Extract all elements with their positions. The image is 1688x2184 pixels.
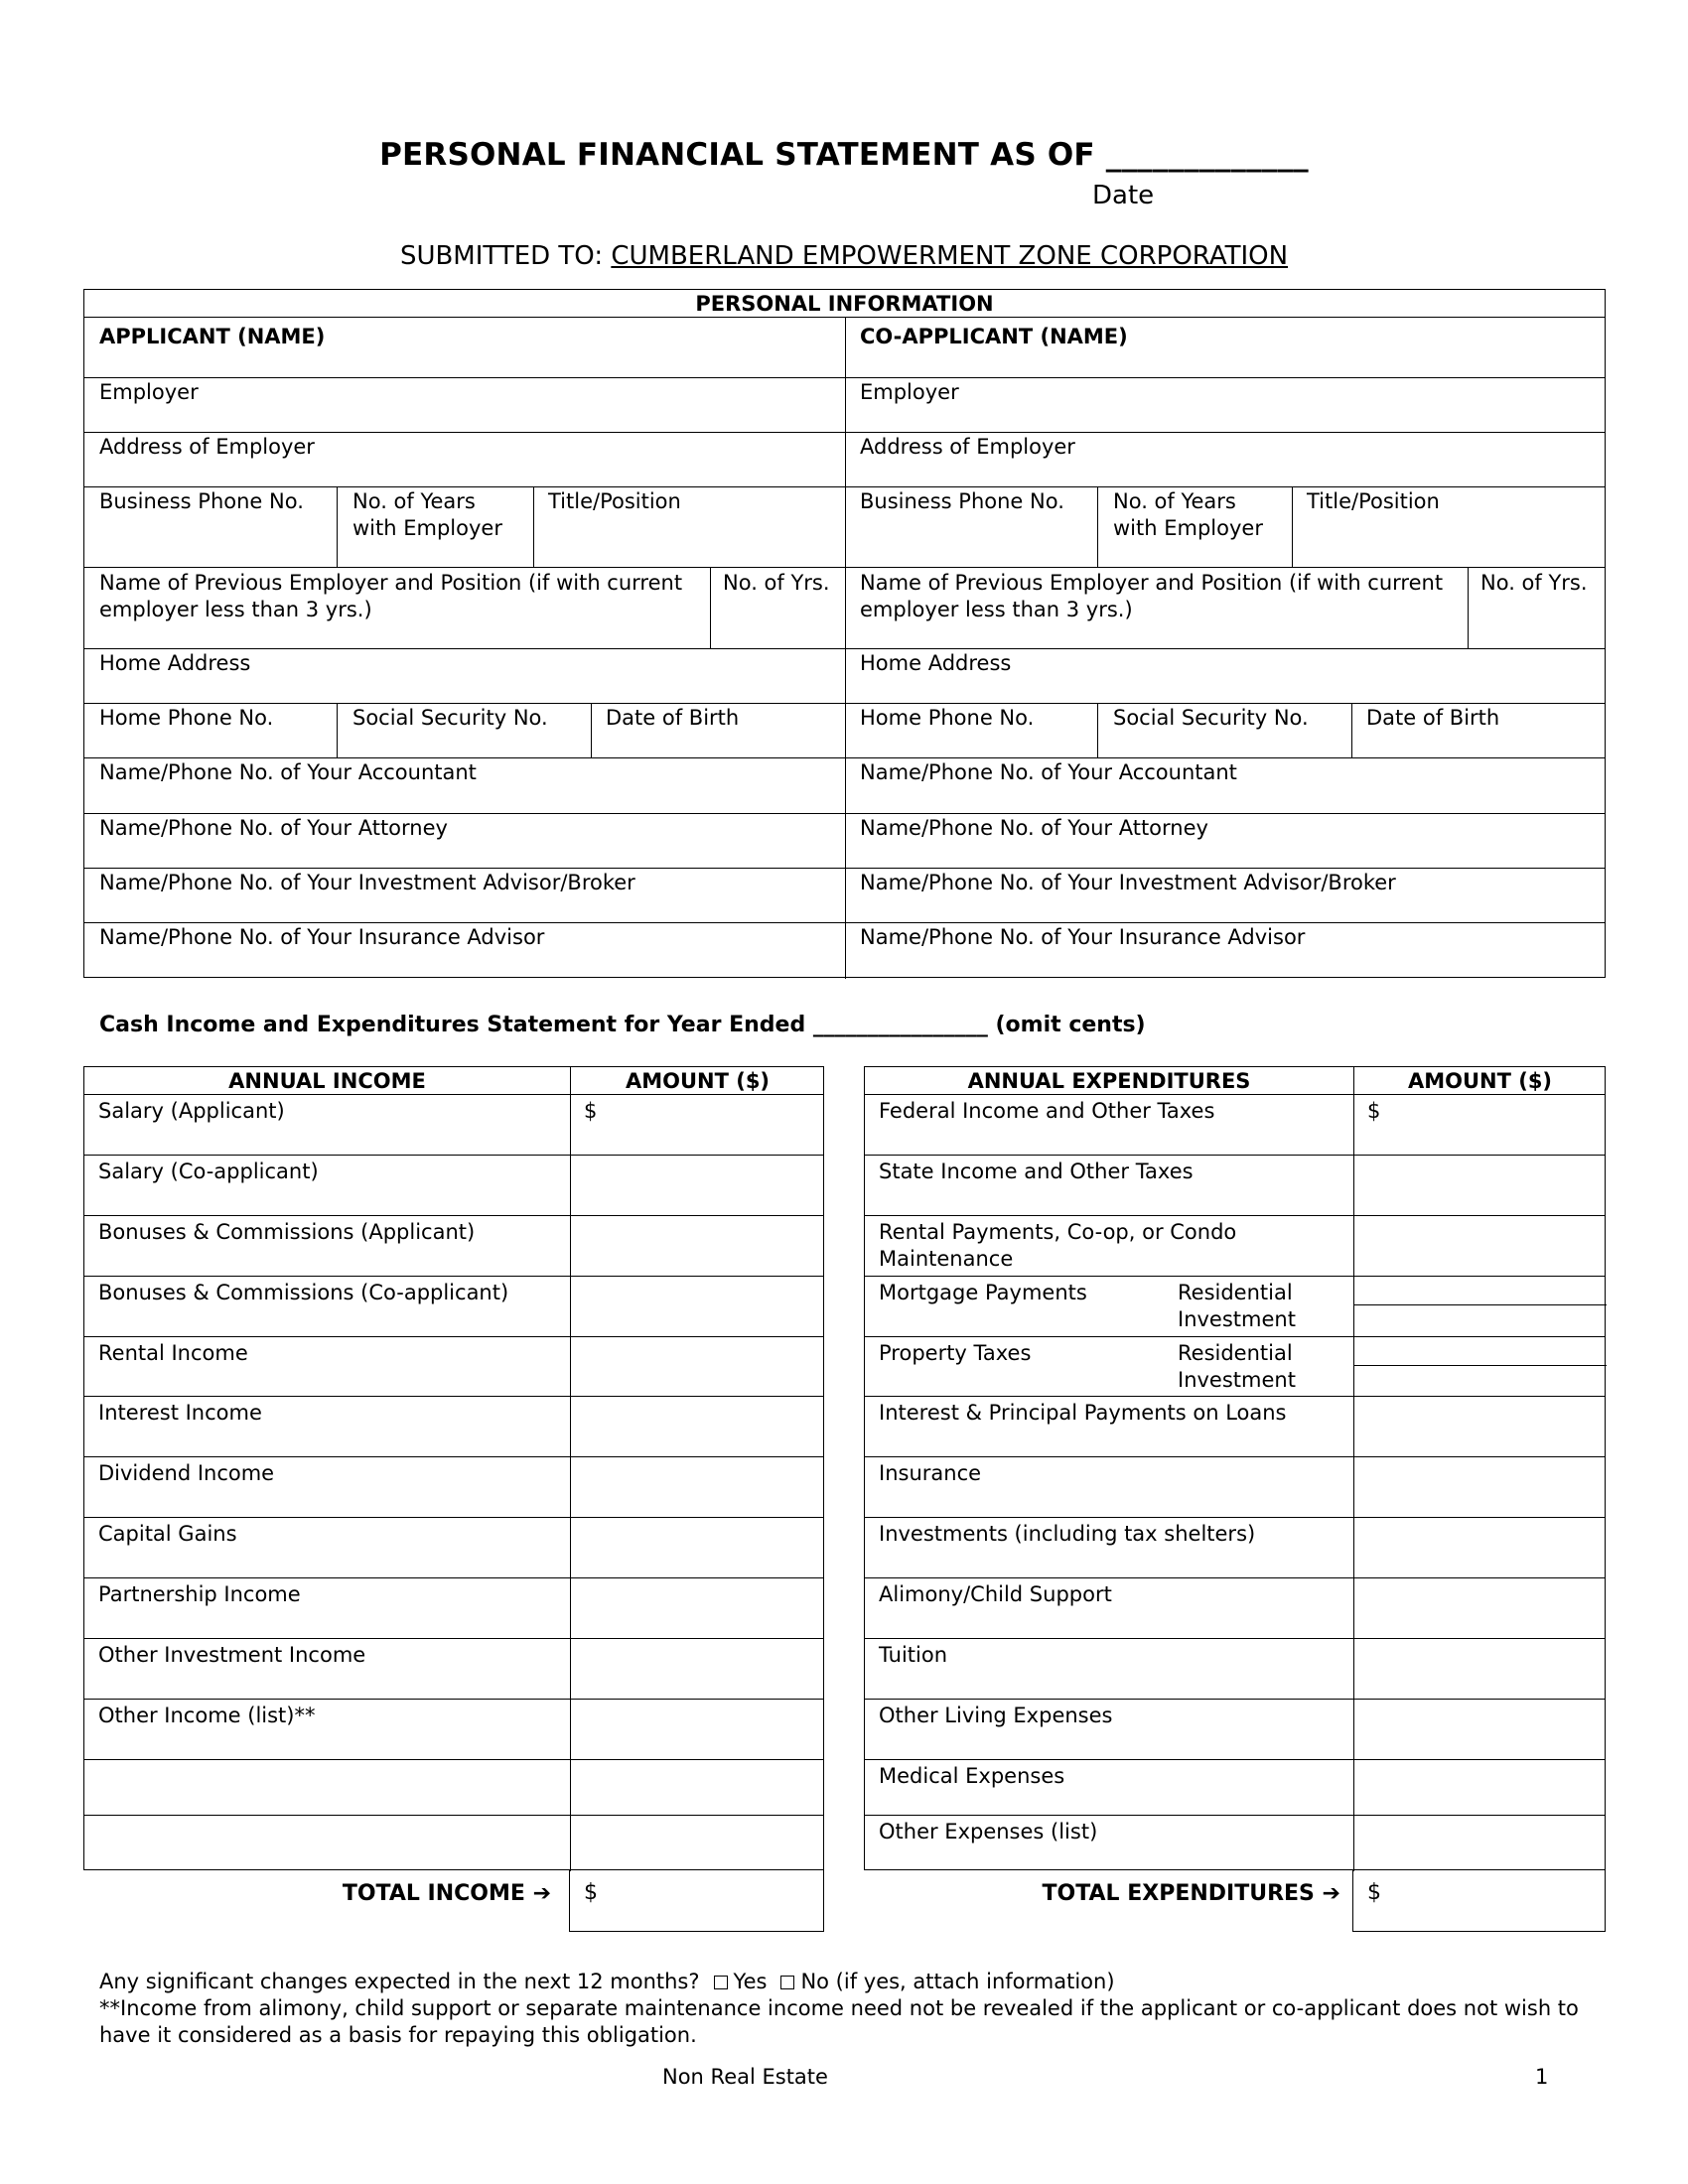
investment-sub-label: Investment: [1178, 1307, 1296, 1331]
coapplicant-previous-employer-label: Name of Previous Employer and Position (if with current employer less than 3 yrs.): [860, 571, 1444, 621]
expenditure-amount-cell[interactable]: [1353, 1094, 1607, 1155]
coapplicant-accountant-label: Name/Phone No. of Your Accountant: [860, 760, 1237, 784]
expenditure-row-label: Other Living Expenses: [879, 1704, 1113, 1727]
expenditure-amount-cell[interactable]: [1353, 1215, 1607, 1276]
income-row-label: Bonuses & Commissions (Co-applicant): [98, 1281, 509, 1304]
income-row-label: Dividend Income: [98, 1461, 275, 1485]
expenditure-row-label: Property Taxes: [879, 1341, 1032, 1365]
expenditure-row-label: Other Expenses (list): [879, 1820, 1098, 1843]
coapplicant-years-employer-label: No. of Years with Employer: [1113, 489, 1263, 540]
income-amount-cell[interactable]: [570, 1699, 825, 1759]
income-row-label: Other Investment Income: [98, 1643, 366, 1667]
applicant-years-employer-label: No. of Years with Employer: [352, 489, 502, 540]
income-amount-cell[interactable]: [570, 1155, 825, 1215]
expenditure-amount-cell[interactable]: [1353, 1396, 1607, 1456]
coapplicant-advisor-label: Name/Phone No. of Your Investment Advisor/Broker: [860, 871, 1396, 894]
applicant-no-yrs-label: No. of Yrs.: [723, 571, 830, 595]
income-amount-header: AMOUNT ($): [625, 1069, 771, 1093]
section-label: Non Real Estate: [662, 2065, 828, 2089]
income-first-dollar: $: [584, 1099, 598, 1123]
no-checkbox[interactable]: [780, 1976, 794, 1989]
expenditures-col-header: ANNUAL EXPENDITURES: [967, 1069, 1251, 1093]
expenditure-row-label: Medical Expenses: [879, 1764, 1065, 1788]
total-income-label: TOTAL INCOME ➔: [342, 1881, 551, 1906]
expenditure-amount-cell[interactable]: [1353, 1577, 1607, 1638]
expenditure-row-label: Interest & Principal Payments on Loans: [879, 1401, 1287, 1425]
total-expenditures-cell[interactable]: [1352, 1870, 1606, 1932]
applicant-dob-label: Date of Birth: [606, 706, 740, 730]
expenditure-row-label: Mortgage Payments: [879, 1281, 1087, 1304]
coapplicant-ssn-label: Social Security No.: [1113, 706, 1309, 730]
expenditure-amount-cell[interactable]: [1353, 1699, 1607, 1759]
cash-statement-heading: Cash Income and Expenditures Statement for Year Ended ________________ (omit cents): [99, 1013, 1146, 1037]
applicant-ssn-label: Social Security No.: [352, 706, 548, 730]
applicant-attorney-label: Name/Phone No. of Your Attorney: [99, 816, 448, 840]
coapplicant-no-yrs-label: No. of Yrs.: [1480, 571, 1588, 595]
coapplicant-home-address-label: Home Address: [860, 651, 1012, 675]
coapplicant-name-label: CO-APPLICANT (NAME): [860, 325, 1128, 348]
date-label: Date: [1092, 181, 1155, 210]
annual-income-table: [83, 1066, 824, 1870]
income-row-label: Salary (Co-applicant): [98, 1160, 319, 1183]
yes-label: Yes: [733, 1970, 768, 1993]
expenditure-amount-cell[interactable]: [1353, 1759, 1607, 1815]
applicant-name-label: APPLICANT (NAME): [99, 325, 326, 348]
expenditure-amount-cell[interactable]: [1353, 1638, 1607, 1699]
income-amount-cell[interactable]: [570, 1577, 825, 1638]
applicant-address-employer-label: Address of Employer: [99, 435, 315, 459]
income-col-header: ANNUAL INCOME: [228, 1069, 426, 1093]
total-expenditures-label: TOTAL EXPENDITURES ➔: [1042, 1881, 1340, 1906]
income-amount-cell[interactable]: [570, 1517, 825, 1577]
income-amount-cell[interactable]: [570, 1276, 825, 1336]
coapplicant-employer-label: Employer: [860, 380, 959, 404]
expenditure-row-label: Insurance: [879, 1461, 982, 1485]
income-row-label: Partnership Income: [98, 1582, 301, 1606]
submitted-prefix: SUBMITTED TO:: [399, 241, 612, 271]
no-label: No (if yes, attach information): [800, 1970, 1115, 1993]
income-amount-cell[interactable]: [570, 1215, 825, 1276]
income-row-label: Interest Income: [98, 1401, 262, 1425]
expenditures-amount-header: AMOUNT ($): [1407, 1069, 1553, 1093]
changes-question-text: Any significant changes expected in the next 12 months?: [99, 1970, 700, 1993]
applicant-employer-label: Employer: [99, 380, 199, 404]
residential-sub-label: Residential: [1178, 1341, 1293, 1365]
income-row-label: Capital Gains: [98, 1522, 237, 1546]
total-income-dollar: $: [584, 1880, 598, 1905]
expenditure-amount-cell[interactable]: [1353, 1517, 1607, 1577]
income-amount-cell[interactable]: [570, 1759, 825, 1815]
expenditure-row-label: Alimony/Child Support: [879, 1582, 1112, 1606]
applicant-title-position-label: Title/Position: [548, 489, 681, 513]
significant-changes-question: [99, 1969, 1115, 1995]
coapplicant-title-position-label: Title/Position: [1307, 489, 1440, 513]
coapplicant-business-phone-label: Business Phone No.: [860, 489, 1064, 513]
applicant-home-address-label: Home Address: [99, 651, 251, 675]
applicant-home-phone-label: Home Phone No.: [99, 706, 274, 730]
expenditure-row-label: Federal Income and Other Taxes: [879, 1099, 1215, 1123]
yes-checkbox[interactable]: [714, 1976, 728, 1989]
alimony-note: **Income from alimony, child support or separate maintenance income need not be revealed if the applicant or co-applicant does not wish to have it considered as a basis for repaying this obligation.: [99, 1996, 1579, 2047]
expenditure-row-label: Tuition: [879, 1643, 948, 1667]
expenditure-row-label: Rental Payments, Co-op, or Condo Maintenance: [879, 1220, 1237, 1271]
expenditure-amount-cell[interactable]: [1353, 1456, 1607, 1517]
expenditure-amount-cell[interactable]: [1353, 1276, 1607, 1336]
investment-sub-label: Investment: [1178, 1368, 1296, 1392]
expenditure-amount-cell[interactable]: [1353, 1336, 1607, 1396]
income-amount-cell[interactable]: [570, 1336, 825, 1396]
expenditure-first-dollar: $: [1367, 1099, 1381, 1123]
expenditure-row-label: State Income and Other Taxes: [879, 1160, 1194, 1183]
income-amount-cell[interactable]: [570, 1094, 825, 1155]
applicant-advisor-label: Name/Phone No. of Your Investment Advisor/Broker: [99, 871, 635, 894]
expenditure-amount-cell[interactable]: [1353, 1815, 1607, 1871]
income-row-label: Salary (Applicant): [98, 1099, 285, 1123]
residential-sub-label: Residential: [1178, 1281, 1293, 1304]
personal-information-heading: PERSONAL INFORMATION: [695, 292, 994, 316]
page-title: PERSONAL FINANCIAL STATEMENT AS OF _____________: [379, 137, 1309, 173]
personal-information-table: [83, 289, 1606, 978]
total-income-cell[interactable]: [569, 1870, 824, 1932]
total-expenditures-dollar: $: [1367, 1880, 1381, 1905]
expenditure-row-label: Investments (including tax shelters): [879, 1522, 1256, 1546]
income-row-label: Other Income (list)**: [98, 1704, 316, 1727]
expenditure-sub-labels: [1178, 1280, 1296, 1333]
income-amount-cell[interactable]: [570, 1456, 825, 1517]
applicant-insurance-label: Name/Phone No. of Your Insurance Advisor: [99, 925, 545, 949]
applicant-previous-employer-label: Name of Previous Employer and Position (if with current employer less than 3 yrs.): [99, 571, 683, 621]
income-amount-cell[interactable]: [570, 1815, 825, 1871]
submitted-to: [0, 241, 1688, 271]
coapplicant-insurance-label: Name/Phone No. of Your Insurance Advisor: [860, 925, 1306, 949]
expenditure-sub-labels: [1178, 1340, 1296, 1394]
coapplicant-dob-label: Date of Birth: [1366, 706, 1500, 730]
page-number: 1: [1535, 2065, 1549, 2089]
annual-expenditures-table: [864, 1066, 1606, 1870]
applicant-business-phone-label: Business Phone No.: [99, 489, 304, 513]
coapplicant-attorney-label: Name/Phone No. of Your Attorney: [860, 816, 1208, 840]
coapplicant-home-phone-label: Home Phone No.: [860, 706, 1035, 730]
income-amount-cell[interactable]: [570, 1396, 825, 1456]
income-amount-cell[interactable]: [570, 1638, 825, 1699]
applicant-accountant-label: Name/Phone No. of Your Accountant: [99, 760, 477, 784]
expenditure-amount-cell[interactable]: [1353, 1155, 1607, 1215]
submitted-organization: CUMBERLAND EMPOWERMENT ZONE CORPORATION: [611, 241, 1289, 271]
income-row-label: Rental Income: [98, 1341, 248, 1365]
income-row-label: Bonuses & Commissions (Applicant): [98, 1220, 476, 1244]
coapplicant-address-employer-label: Address of Employer: [860, 435, 1075, 459]
